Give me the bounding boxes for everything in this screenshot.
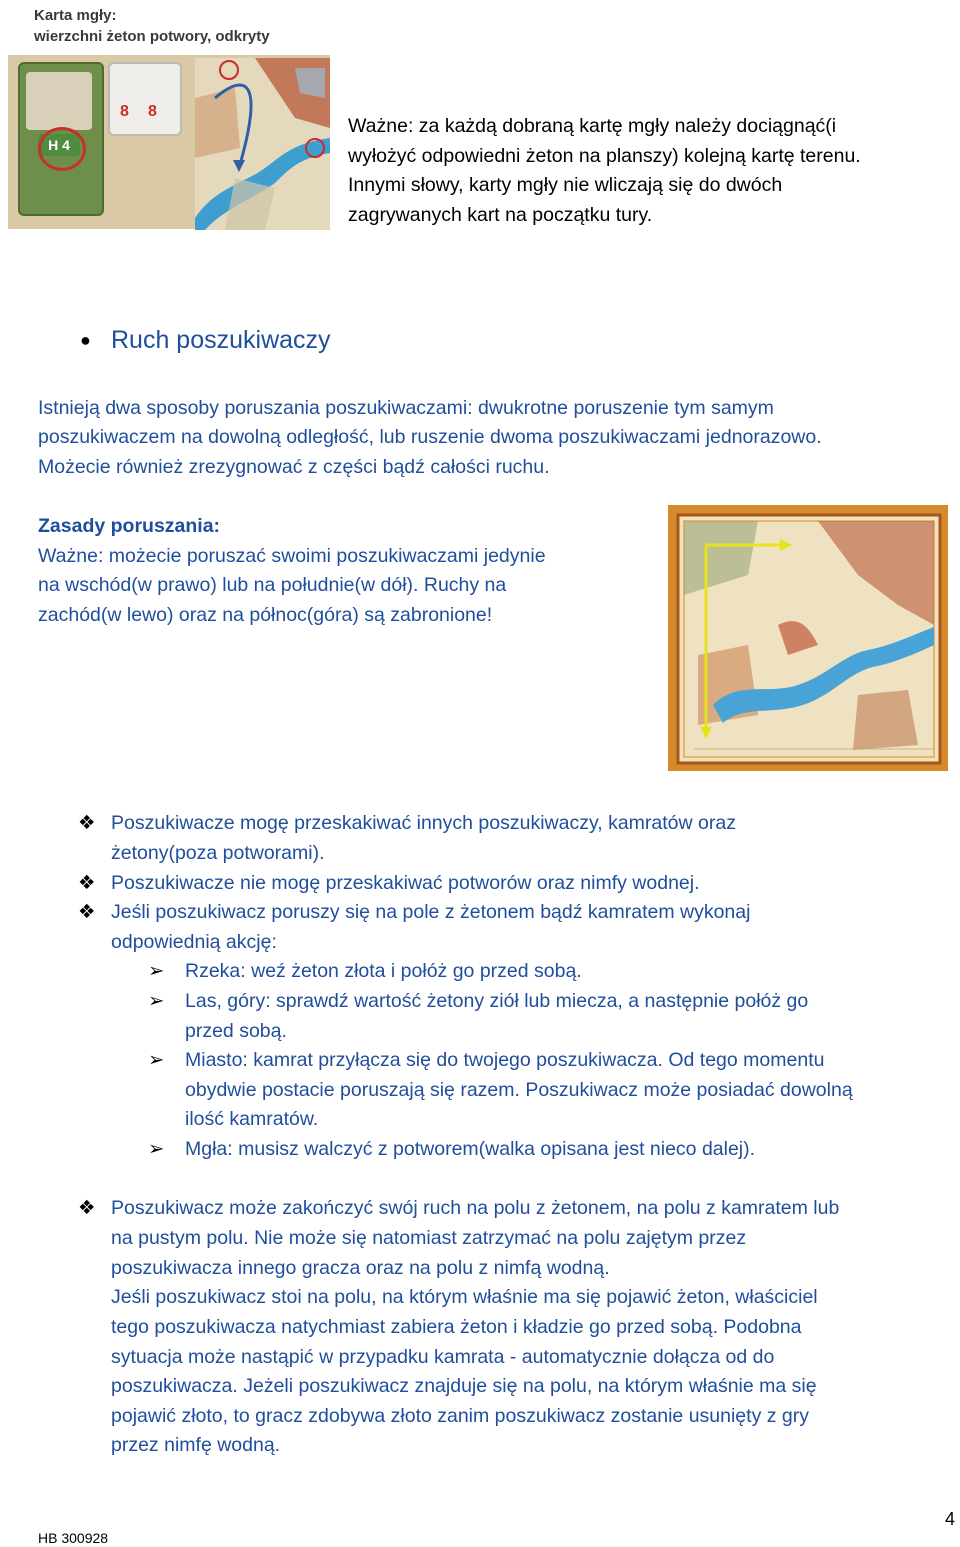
page-number: 4 <box>945 1509 956 1529</box>
rules-line: Ważne: możecie poruszać swoimi poszukiwaczami jedynie <box>38 545 546 567</box>
list-item-line: Jeśli poszukiwacz poruszy się na pole z żetonem bądź kamratem wykonaj <box>111 901 751 923</box>
monster-token-image <box>108 62 182 136</box>
diamond-bullet: ❖ <box>78 812 96 834</box>
subitem-line: Las, góry: sprawdź wartość żetony ziół lub miecza, a następnie połóż go <box>185 990 809 1012</box>
movement-board-figure <box>668 505 948 771</box>
board-fragment-svg <box>195 58 330 230</box>
subitem-line: Mgła: musisz walczyć z potworem(walka opisana jest nieco dalej). <box>185 1138 756 1160</box>
fog-card-figure <box>0 0 330 232</box>
subitem-line: obydwie postacie poruszają się razem. Poszukiwacz może posiadać dowolną <box>185 1079 853 1101</box>
list-item-line: odpowiednią akcję: <box>111 931 277 953</box>
last-item-line: Jeśli poszukiwacz stoi na polu, na którym właśnie ma się pojawić żeton, właściciel <box>111 1286 818 1308</box>
last-item-line: poszukiwacza innego gracza oraz na polu z nimfą wodną. <box>111 1257 610 1279</box>
subitem-line: przed sobą. <box>185 1020 287 1042</box>
list-item-line: żetony(poza potworami). <box>111 842 325 864</box>
diamond-bullet: ❖ <box>78 872 96 894</box>
subitem-line: Rzeka: weź żeton złota i połóż go przed sobą. <box>185 960 582 982</box>
last-item-line: na pustym polu. Nie może się natomiast zatrzymać na polu zajętym przez <box>111 1227 747 1249</box>
card-code-label: H 4 <box>38 134 80 156</box>
diamond-bullet: ❖ <box>78 901 96 923</box>
arrow-bullet: ➢ <box>148 1138 165 1160</box>
monster-illustration <box>26 72 92 130</box>
diamond-bullet: ❖ <box>78 1197 96 1219</box>
rules-line: na wschód(w prawo) lub na południe(w dół). Ruchy na <box>38 574 507 596</box>
last-item-line: poszukiwacza. Jeżeli poszukiwacz znajduje się na polu, na którym właśnie ma się <box>111 1375 817 1397</box>
last-item-line: Poszukiwacz może zakończyć swój ruch na polu z żetonem, na polu z kamratem lub <box>111 1197 840 1219</box>
list-item-line: Poszukiwacze nie mogę przeskakiwać potworów oraz nimfy wodnej. <box>111 872 700 894</box>
figure-title: Karta mgły: <box>34 7 117 24</box>
section-heading: Ruch poszukiwaczy <box>111 326 331 354</box>
subitem-line: ilość kamratów. <box>185 1108 319 1130</box>
rules-heading: Zasady poruszania: <box>38 515 221 537</box>
arrow-bullet: ➢ <box>148 990 165 1012</box>
arrow-bullet: ➢ <box>148 1049 165 1071</box>
rules-line: zachód(w lewo) oraz na północ(góra) są zabronione! <box>38 604 493 626</box>
highlight-circle <box>38 127 86 171</box>
token-value-left: 8 <box>120 103 129 120</box>
movement-board-svg <box>668 505 948 771</box>
last-item-line: sytuacja może nastąpić w przypadku kamrata - automatycznie dołącza od do <box>111 1346 775 1368</box>
subitem-line: Miasto: kamrat przyłącza się do twojego poszukiwacza. Od tego momentu <box>185 1049 825 1071</box>
last-item-line: tego poszukiwacza natychmiast zabiera żeton i kładzie go przed sobą. Podobna <box>111 1316 802 1338</box>
token-value-right: 8 <box>148 103 157 120</box>
intro-line: poszukiwaczem na dowolną odległość, lub ruszenie dwoma poszukiwaczami jednorazowo. <box>38 426 822 448</box>
last-item-line: przez nimfę wodną. <box>111 1434 281 1456</box>
last-item-line: pojawić złoto, to gracz zdobywa złoto zanim poszukiwacz zostanie usunięty z gry <box>111 1405 809 1427</box>
section-bullet: ● <box>80 330 91 350</box>
fog-note-line: Ważne: za każdą dobraną kartę mgły należy dociągnąć(i <box>348 115 837 137</box>
fog-note-line: wyłożyć odpowiedni żeton na planszy) kolejną kartę terenu. <box>348 145 861 167</box>
intro-line: Istnieją dwa sposoby poruszania poszukiwaczami: dwukrotne poruszenie tym samym <box>38 397 774 419</box>
board-fragment-image <box>195 58 330 230</box>
fog-note-line: Innymi słowy, karty mgły nie wliczają się do dwóch <box>348 174 783 196</box>
intro-line: Możecie również zrezygnować z części bądź całości ruchu. <box>38 456 550 478</box>
figure-subtitle: wierzchni żeton potwory, odkryty <box>34 28 270 45</box>
footer-code: HB 300928 <box>38 1530 109 1546</box>
arrow-bullet: ➢ <box>148 960 165 982</box>
fog-note-line: zagrywanych kart na początku tury. <box>348 204 653 226</box>
list-item-line: Poszukiwacze mogę przeskakiwać innych poszukiwaczy, kamratów oraz <box>111 812 736 834</box>
